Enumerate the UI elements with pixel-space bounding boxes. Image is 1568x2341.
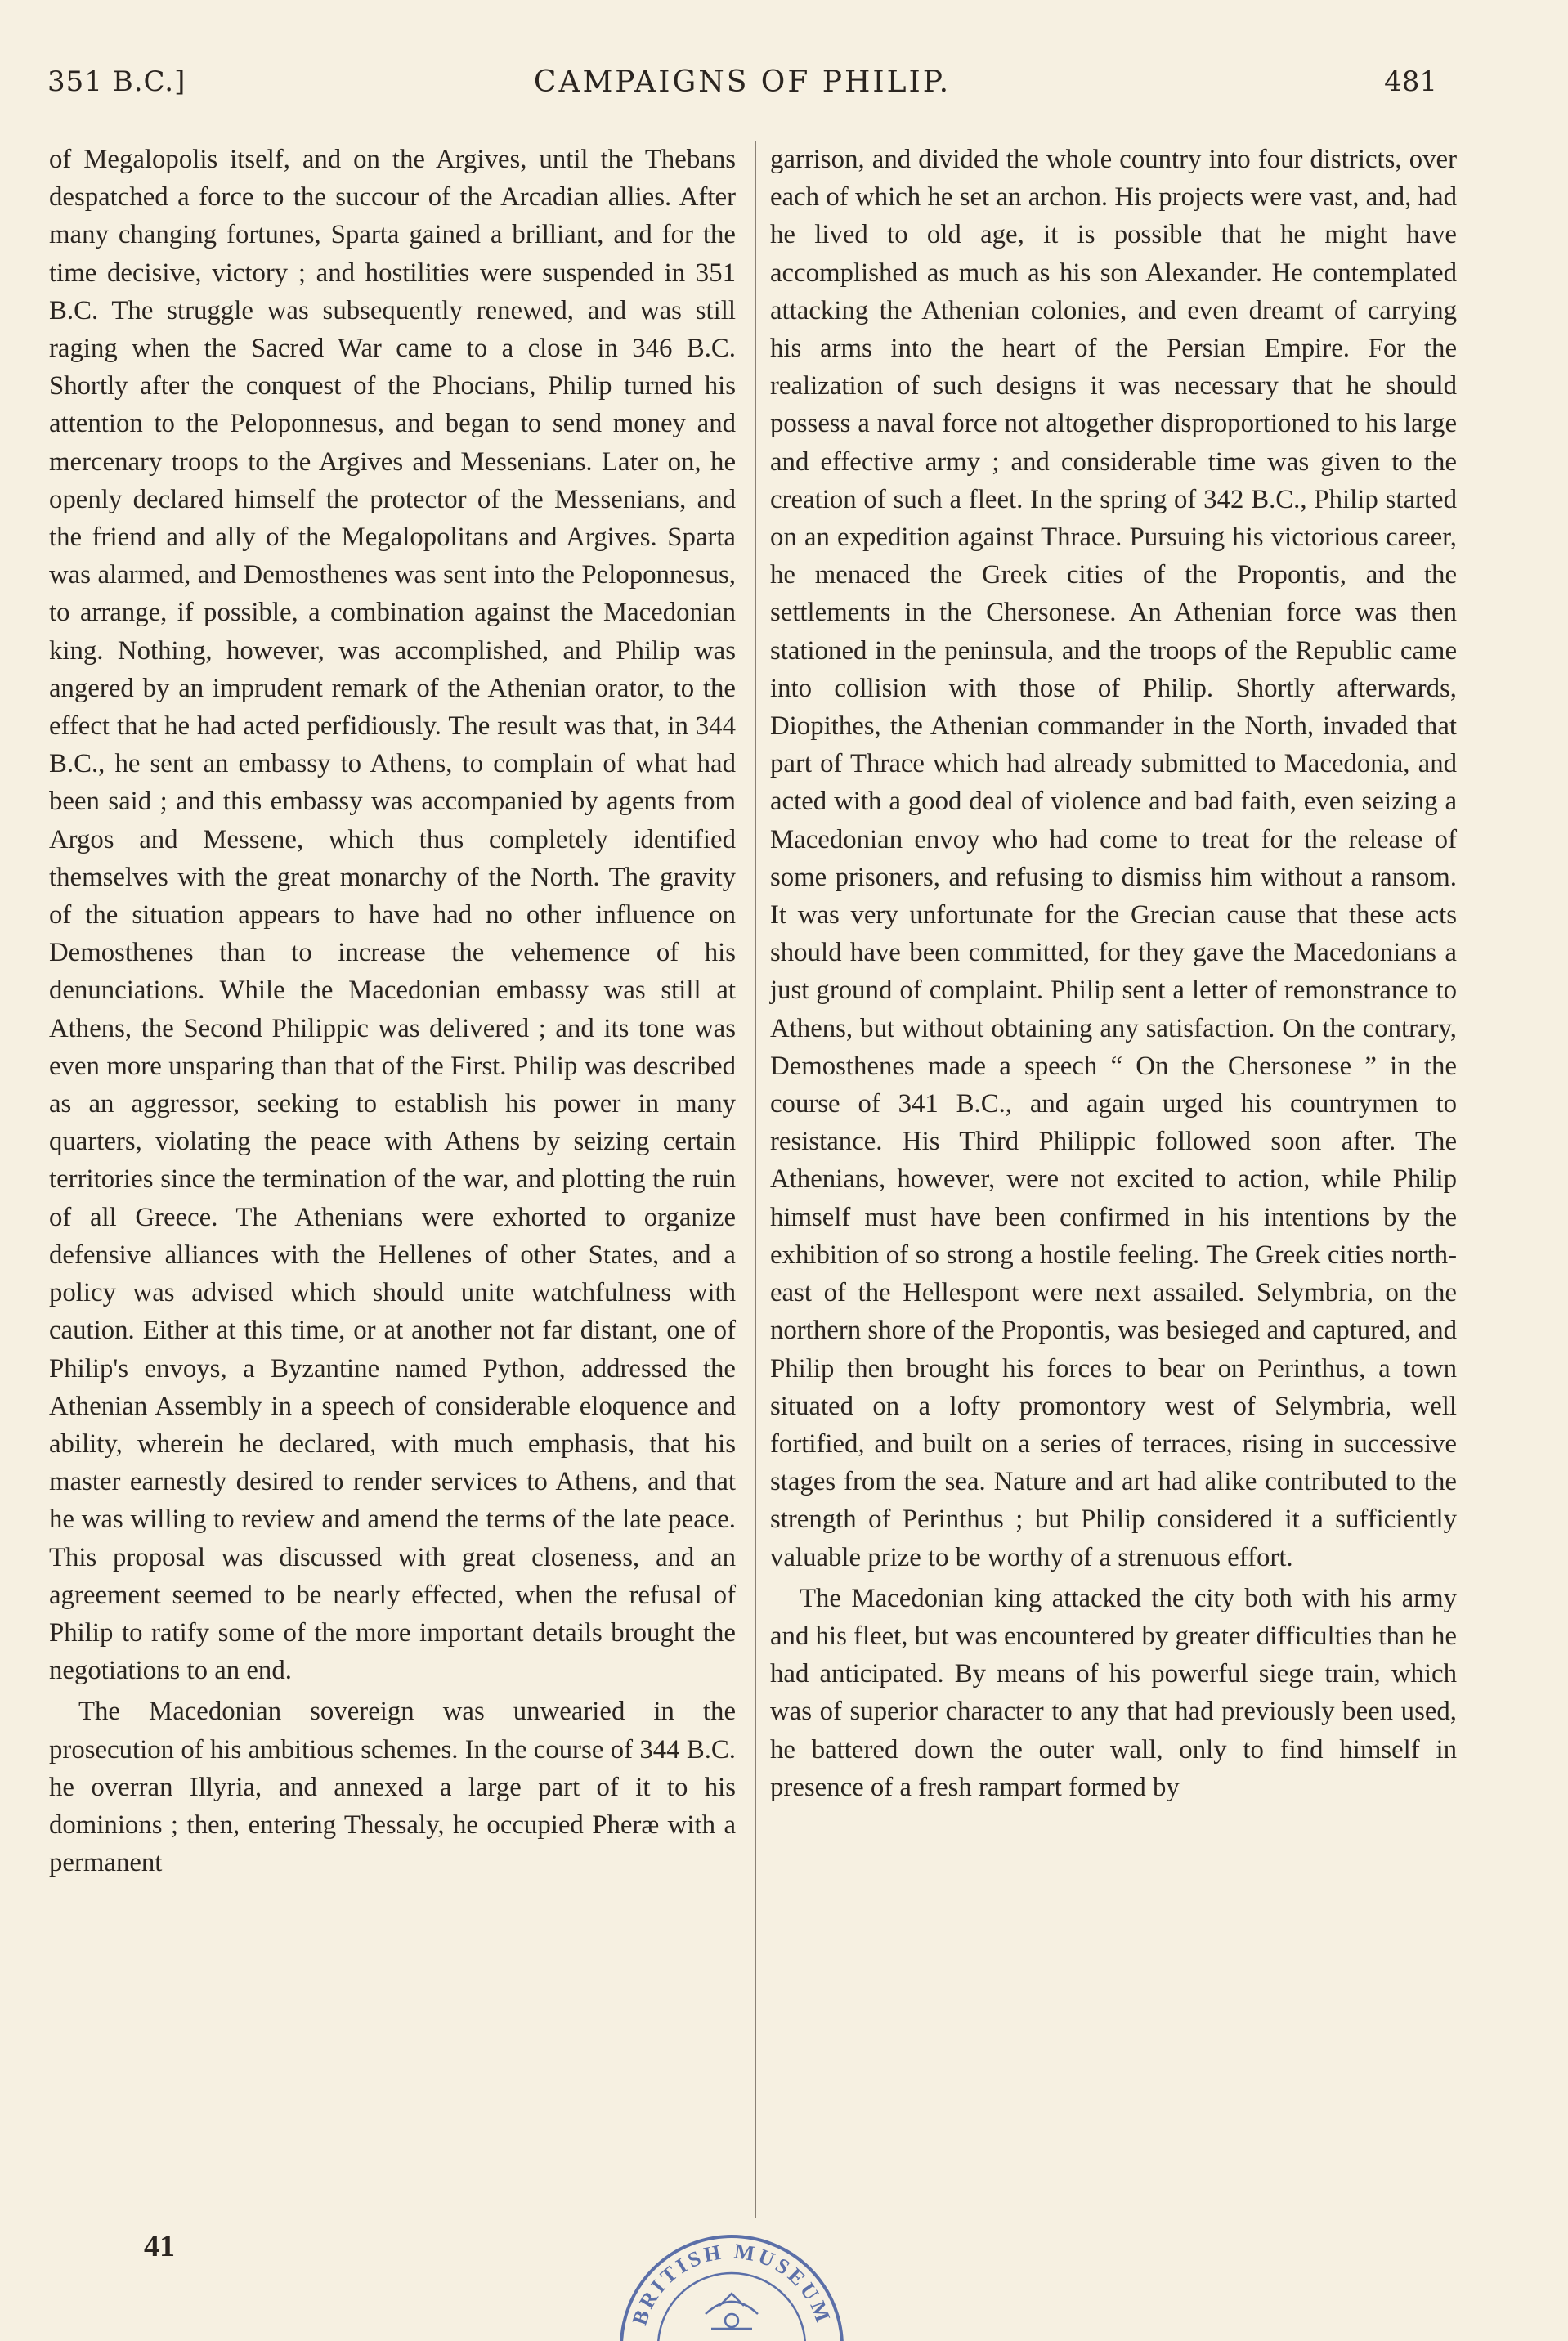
stamp-seal-icon <box>609 2224 854 2341</box>
right-paragraph-1: garrison, and divided the whole country into four districts, over each of which he set an archon. His projects were vast, and, had he lived to old age, it is possible that he might have accomplished as much as his son Alexander. He contemplated attacking the Athenian colonies, and even dreamt of carrying his arms into the heart of the Persian Empire. For the realization of such designs it was necessary that he should possess a naval force not altogether disproportioned to his large and effective army ; and considerable time was given to the creation of such a fleet. In the spring of 342 B.C., Philip started on an expedition against Thrace. Pursuing his victorious career, he menaced the Greek cities of the Propontis, and the settlements in the Chersonese. An Athenian force was then stationed in the peninsula, and the troops of the Republic came into collision with those of Philip. Shortly afterwards, Diopithes, the Athenian commander in the North, invaded that part of Thrace which had already submitted to Macedonia, and acted with a good deal of violence and bad faith, even seizing a Macedonian envoy who had come to treat for the release of some prisoners, and refusing to dismiss him without a ransom. It was very unfortunate for the Grecian cause that these acts should have been committed, for they gave the Macedonians a just ground of complaint. Philip sent a letter of remonstrance to Athens, but without obtaining any satisfaction. On the contrary, Demosthenes made a speech “ On the Chersonese ” in the course of 341 B.C., and again urged his countrymen to resistance. His Third Philippic followed soon after. The Athenians, however, were not excited to action, while Philip himself must have been confirmed in his intentions by the exhibition of so strong a hostile feeling. The Greek cities north-east of the Hellespont were next assailed. Selymbria, on the northern shore of the Propontis, was besieged and captured, and Philip then brought his forces to bear on Perinthus, a town situated on a lofty promontory west of Selymbria, well fortified, and built on a series of terraces, rising in successive stages from the sea. Nature and art had alike contributed to the strength of Perinthus ; but Philip considered it a sufficiently valuable prize to be worthy of a strenuous effort. <box>770 145 1457 1572</box>
page-number: 481 <box>1384 65 1437 98</box>
left-column <box>49 141 736 1881</box>
running-header <box>47 65 1437 114</box>
signature-mark: 41 <box>144 2229 175 2263</box>
header-date: 351 B.C.] <box>47 65 186 98</box>
museum-stamp <box>609 2224 854 2341</box>
column-divider <box>755 141 756 2218</box>
right-paragraph-2: The Macedonian king attacked the city both with his army and his fleet, but was encountered by greater difficulties than he had anticipated. By means of his powerful siege train, which was of superior character to any that had previously been used, he battered down the outer wall, only to find himself in presence of a fresh rampart formed by <box>770 1583 1457 1802</box>
stamp-text: BRITISH MUSEUM <box>627 2239 836 2329</box>
left-paragraph-1: of Megalopolis itself, and on the Argives, until the Thebans despatched a force to the succour of the Arcadian allies. After many changing fortunes, Sparta gained a brilliant, and for the time decisive, victory ; and hostilities were suspended in 351 B.C. The struggle was subsequently renewed, and was still raging when the Sacred War came to a close in 346 B.C. Shortly after the conquest of the Phocians, Philip turned his attention to the Peloponnesus, and began to send money and mercenary troops to the Argives and Messenians. Later on, he openly declared himself the protector of the Messenians, and the friend and ally of the Megalopolitans and Argives. Sparta was alarmed, and Demosthenes was sent into the Peloponnesus, to arrange, if possible, a combination against the Macedonian king. Nothing, however, was accomplished, and Philip was angered by an imprudent remark of the Athenian orator, to the effect that he had acted perfidiously. The result was that, in 344 B.C., he sent an embassy to Athens, to complain of what had been said ; and this embassy was accompanied by agents from Argos and Messene, which thus completely identified themselves with the great monarchy of the North. The gravity of the situation appears to have had no other influence on Demosthenes than to increase the vehemence of his denunciations. While the Macedonian embassy was still at Athens, the Second Philippic was delivered ; and its tone was even more unsparing than that of the First. Philip was described as an aggressor, seeking to establish his power in many quarters, violating the peace with Athens by seizing certain territories since the termination of the war, and plotting the ruin of all Greece. The Athenians were exhorted to organize defensive alliances with the Hellenes of other States, and a policy was advised which should unite watchfulness with caution. Either at this time, or at another not far distant, one of Philip's envoys, a Byzantine named Python, addressed the Athenian Assembly in a speech of considerable eloquence and ability, wherein he declared, with much emphasis, that his master earnestly desired to render services to Athens, and that he was willing to review and amend the terms of the late peace. This proposal was discussed with great closeness, and an agreement seemed to be nearly effected, when the refusal of Philip to ratify some of the more important details brought the negotiations to an end. <box>49 145 736 1686</box>
header-title: CAMPAIGNS OF PHILIP. <box>533 65 952 99</box>
right-column <box>770 141 1457 1806</box>
left-paragraph-2: The Macedonian sovereign was unwearied in the prosecution of his ambitious schemes. In the course of 344 B.C. he overran Illyria, and annexed a large part of it to his dominions ; then, entering Thessaly, he occupied Pheræ with a permanent <box>49 1697 736 1878</box>
